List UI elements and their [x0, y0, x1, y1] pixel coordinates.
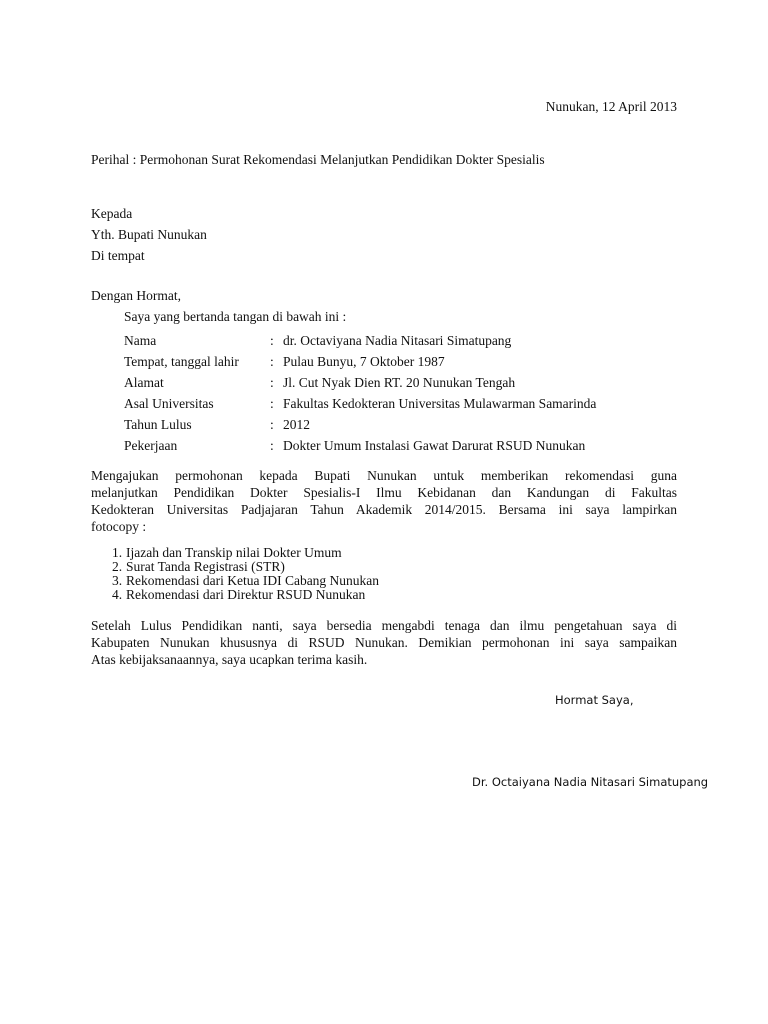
paragraph-line: Mengajukan permohonan kepada Bupati Nunukan untuk memberikan rekomendasi guna	[91, 468, 677, 483]
field-label: Asal Universitas	[124, 396, 214, 411]
field-label: Nama	[124, 333, 157, 348]
list-item	[112, 546, 379, 560]
list-text: Rekomendasi dari Direktur RSUD Nunukan	[126, 587, 366, 602]
field-colon: :	[270, 396, 274, 411]
field-row-university	[124, 393, 596, 414]
paragraph-line: Kedokteran Universitas Padjajaran Tahun Akademik 2014/2015. Bersama ini saya lampirkan	[91, 502, 677, 517]
field-label: Pekerjaan	[124, 438, 178, 453]
field-label: Tahun Lulus	[124, 417, 192, 432]
list-number: 1.	[112, 545, 123, 560]
identity-fields	[124, 330, 596, 456]
field-value: 2012	[283, 417, 310, 432]
field-colon: :	[270, 333, 274, 348]
signature-name: Dr. Octaiyana Nadia Nitasari Simatupang	[472, 775, 709, 789]
field-value: Jl. Cut Nyak Dien RT. 20 Nunukan Tengah	[283, 375, 516, 390]
list-text: Ijazah dan Transkip nilai Dokter Umum	[126, 545, 342, 560]
list-number: 4.	[112, 587, 123, 602]
paragraph-line: fotocopy :	[91, 519, 147, 534]
field-value: Pulau Bunyu, 7 Oktober 1987	[283, 354, 445, 369]
greeting: Dengan Hormat,	[91, 288, 181, 303]
request-paragraph	[91, 467, 677, 535]
field-label: Alamat	[124, 375, 164, 390]
closing-salutation: Hormat Saya,	[555, 693, 634, 707]
field-row-birth	[124, 351, 596, 372]
paragraph-line: melanjutkan Pendidikan Dokter Spesialis-I Ilmu Kebidanan dan Kandungan di Fakultas	[91, 485, 677, 500]
field-value: dr. Octaviyana Nadia Nitasari Simatupang	[283, 333, 512, 348]
attachment-list	[112, 546, 379, 602]
field-row-occupation	[124, 435, 596, 456]
letter-date: Nunukan, 12 April 2013	[545, 99, 677, 114]
letter-subject: Perihal : Permohonan Surat Rekomendasi Melanjutkan Pendidikan Dokter Spesialis	[91, 152, 545, 167]
field-row-graduation-year	[124, 414, 596, 435]
list-text: Rekomendasi dari Ketua IDI Cabang Nunukan	[126, 573, 380, 588]
field-colon: :	[270, 354, 274, 369]
recipient-line-2: Yth. Bupati Nunukan	[91, 227, 207, 242]
field-colon: :	[270, 375, 274, 390]
paragraph-line: Kabupaten Nunukan khususnya di RSUD Nunukan. Demikian permohonan ini saya sampaikan	[91, 635, 677, 650]
field-value: Fakultas Kedokteran Universitas Mulawarman Samarinda	[283, 396, 597, 411]
list-text: Surat Tanda Registrasi (STR)	[126, 559, 285, 574]
paragraph-line: Atas kebijaksanaannya, saya ucapkan terima kasih.	[91, 652, 368, 667]
list-item	[112, 588, 379, 602]
field-colon: :	[270, 438, 274, 453]
list-item	[112, 560, 379, 574]
field-row-address	[124, 372, 596, 393]
closing-paragraph	[91, 617, 677, 668]
field-value: Dokter Umum Instalasi Gawat Darurat RSUD Nunukan	[283, 438, 586, 453]
paragraph-line: Setelah Lulus Pendidikan nanti, saya bersedia mengabdi tenaga dan ilmu pengetahuan saya di	[91, 618, 677, 633]
recipient-line-1: Kepada	[91, 206, 133, 221]
list-item	[112, 574, 379, 588]
field-colon: :	[270, 417, 274, 432]
intro-line: Saya yang bertanda tangan di bawah ini :	[124, 309, 347, 324]
recipient-line-3: Di tempat	[91, 248, 145, 263]
list-number: 3.	[112, 573, 123, 588]
list-number: 2.	[112, 559, 123, 574]
field-row-name	[124, 330, 596, 351]
field-label: Tempat, tanggal lahir	[124, 354, 239, 369]
